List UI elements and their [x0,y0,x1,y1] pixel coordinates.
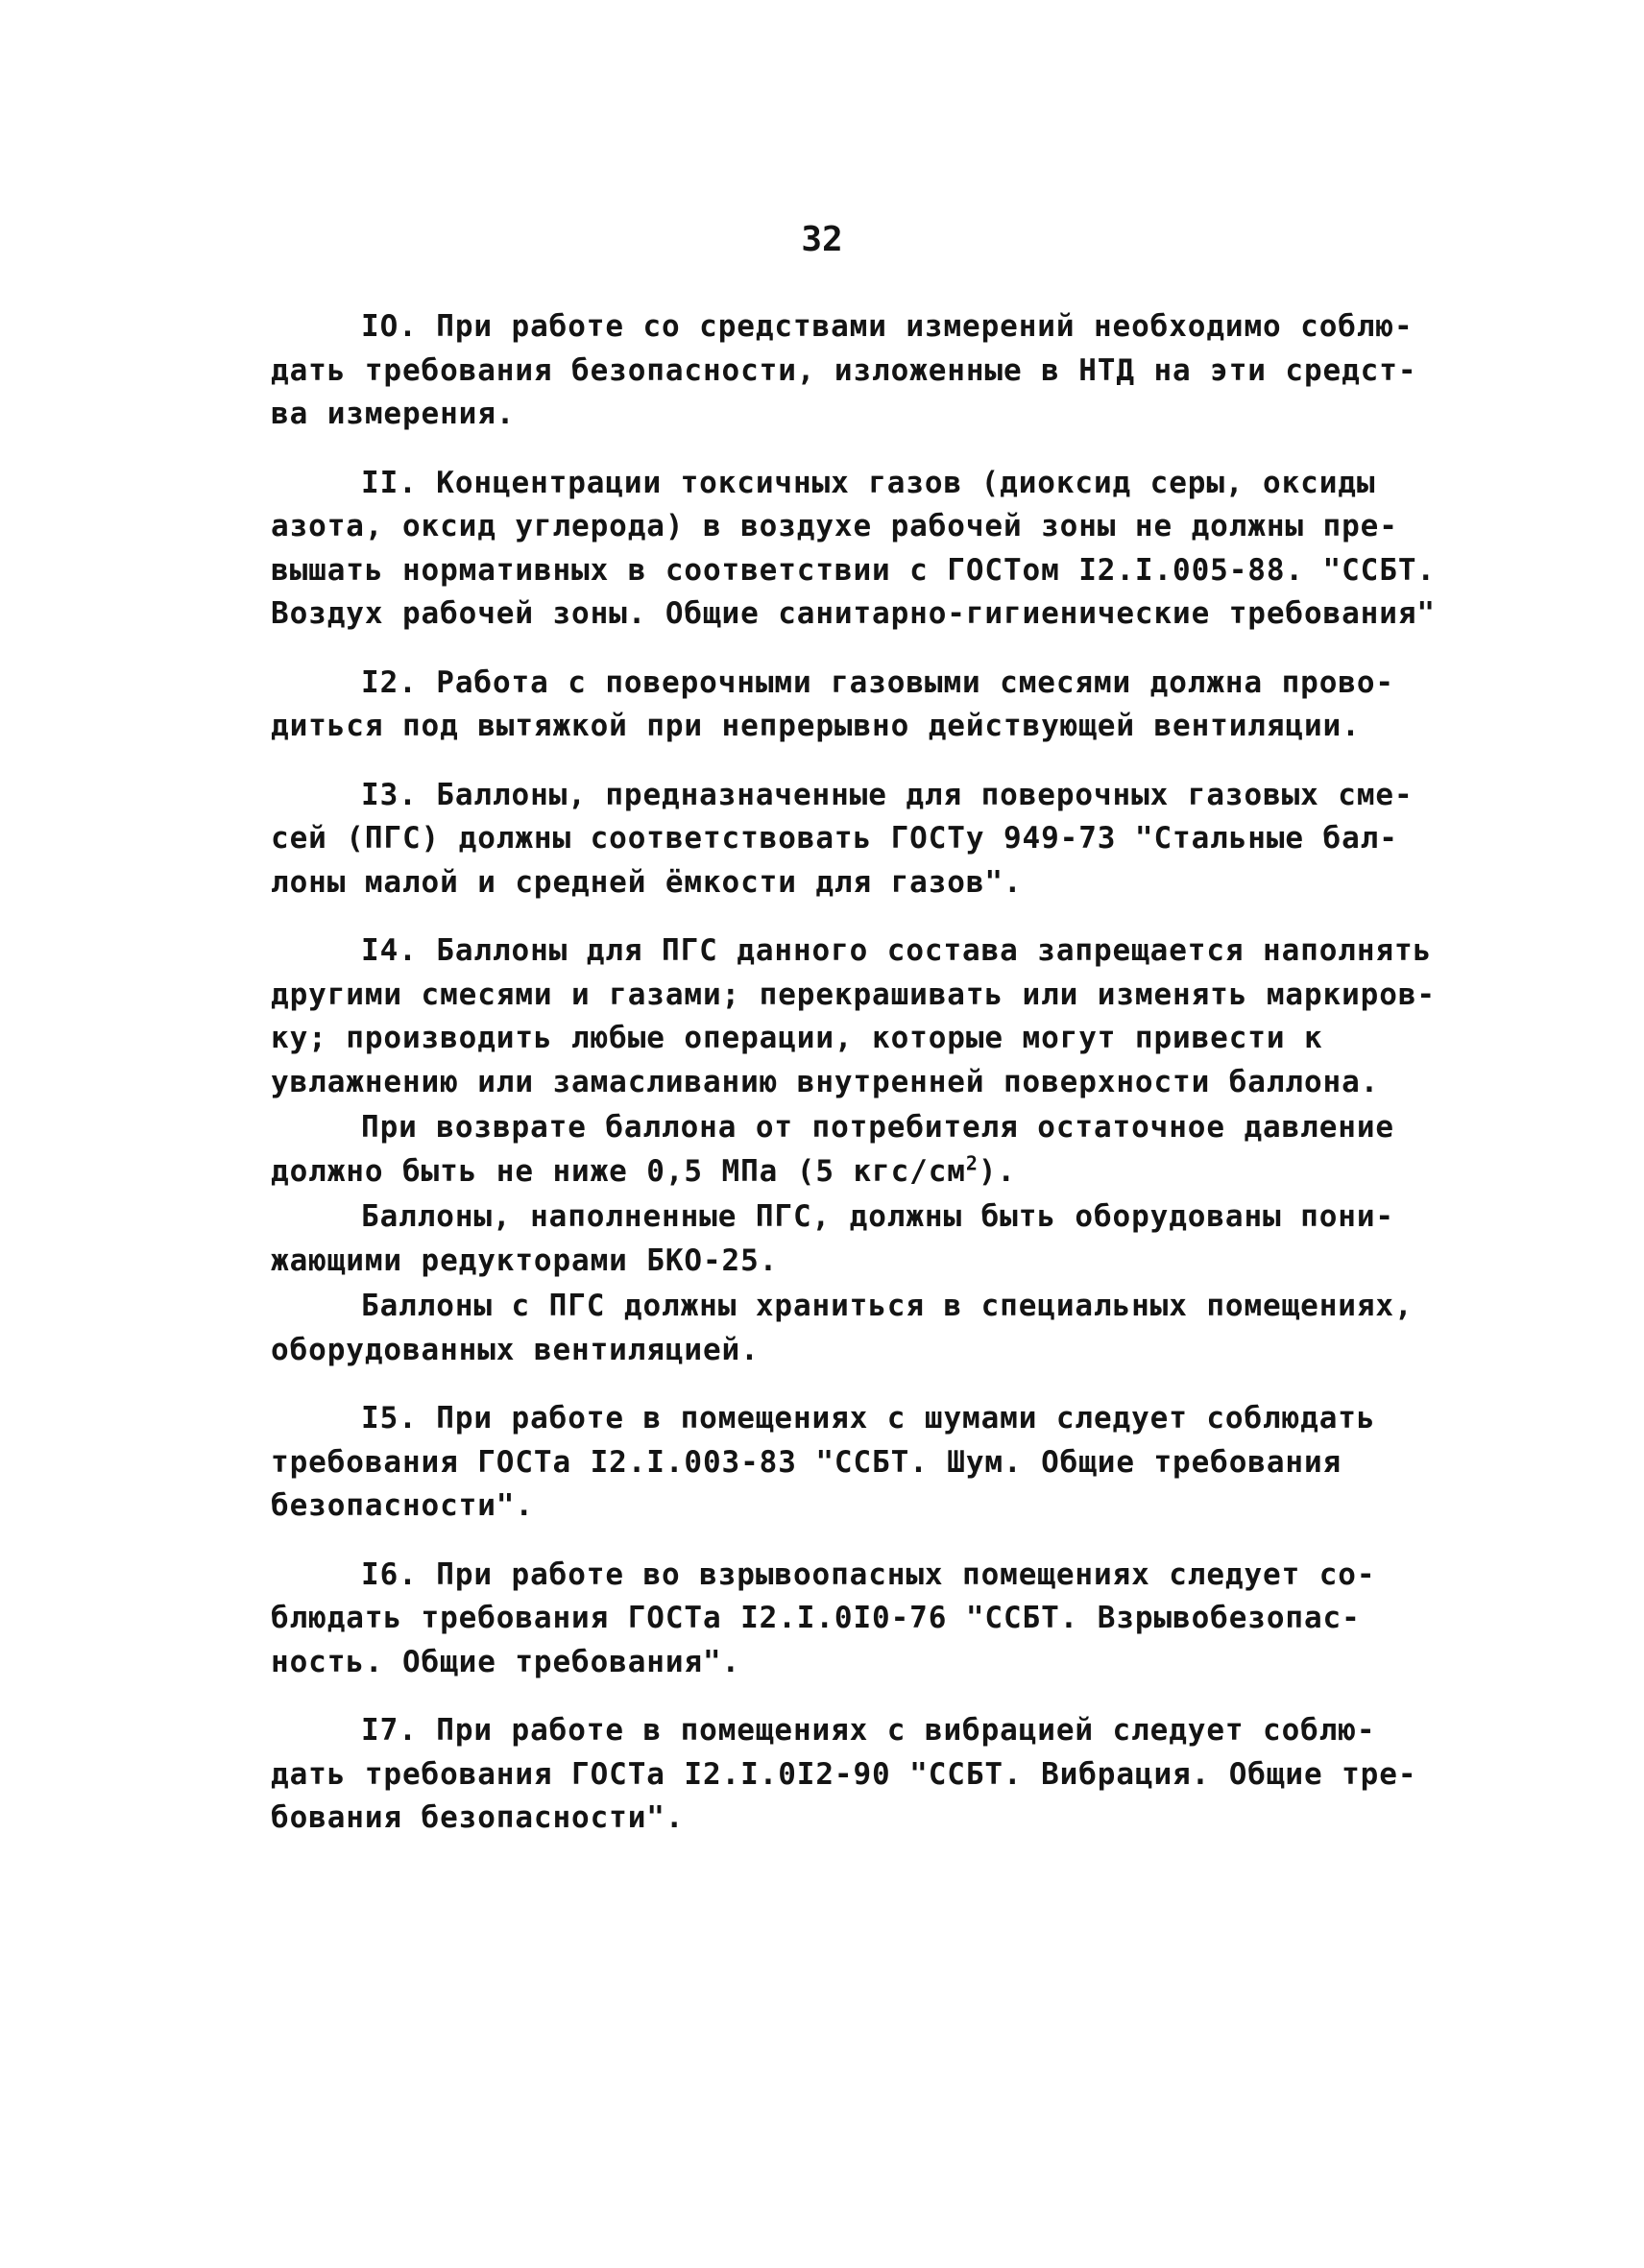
text-line: Баллоны с ПГС должны храниться в специальных помещениях, [361,1289,1414,1323]
paragraph-14-storage [271,1285,1414,1372]
paragraph-17 [271,1709,1417,1841]
text-line: II. Концентрации токсичных газов (диоксид серы, оксиды [361,465,1376,500]
superscript: 2 [965,1151,979,1175]
text-line: Воздух рабочей зоны. Общие санитарно-гигиенические требования" [271,596,1436,631]
text-line [271,1150,1394,1194]
text-line: I5. При работе в помещениях с шумами следует соблюдать [361,1401,1376,1436]
text-line: увлажнению или замасливанию внутренней поверхности баллона. [271,1064,1380,1099]
text-segment: ). [978,1153,1016,1189]
text-line: блюдать требования ГОСТа I2.I.0I0-76 "ССБТ. Взрывобезопас- [271,1601,1361,1635]
text-line: диться под вытяжкой при непрерывно действующей вентиляции. [271,709,1361,743]
text-segment: должно быть не ниже 0,5 МПа (5 кгс/см [271,1153,966,1189]
text-line: безопасности". [271,1488,534,1523]
text-line: ку; производить любые операции, которые могут привести к [271,1021,1323,1055]
text-line: другими смесями и газами; перекрашивать или изменять маркиров- [271,977,1436,1012]
text-line: ва измерения. [271,397,516,431]
text-line: лоны малой и средней ёмкости для газов". [271,864,1023,900]
text-line: I3. Баллоны, предназначенные для поверочных газовых сме- [361,777,1414,812]
text-line: ность. Общие требования". [271,1644,741,1679]
document-body [271,305,1436,1841]
paragraph-14-reducers [271,1195,1394,1283]
text-line: IO. При работе со средствами измерений необходимо соблю- [361,309,1414,344]
paragraph-13 [271,774,1414,905]
text-line: азота, оксид углерода) в воздухе рабочей зоны не должны пре- [271,509,1398,543]
text-line: Баллоны, наполненные ПГС, должны быть оборудованы пони- [361,1199,1394,1234]
text-line: I6. При работе во взрывоопасных помещениях следует со- [361,1556,1376,1592]
paragraph-12 [271,662,1394,749]
text-line: дать требования ГОСТа I2.I.0I2-90 "ССБТ. Вибрация. Общие тре- [271,1756,1417,1792]
text-line: вышать нормативных в соответствии с ГОСТом I2.I.005-88. "ССБТ. [271,552,1436,588]
text-line: I2. Работа с поверочными газовыми смесями должна прово- [361,664,1394,700]
text-line: оборудованных вентиляцией. [271,1332,760,1367]
page-number: 32 [801,220,843,259]
text-line: I4. Баллоны для ПГС данного состава запрещается наполнять [361,933,1433,968]
paragraph-14 [271,929,1436,1104]
text-line: жающими редукторами БКО-25. [271,1243,779,1278]
text-line: сей (ПГС) должны соответствовать ГОСТу 949-73 "Стальные бал- [271,821,1398,856]
paragraph-15 [271,1397,1394,1529]
text-line: При возврате баллона от потребителя остаточное давление [361,1110,1394,1145]
text-line: требования ГОСТа I2.I.003-83 "ССБТ. Шум. Общие требования [271,1444,1342,1480]
paragraph-14-return-pressure [271,1106,1394,1194]
text-line: I7. При работе в помещениях с вибрацией следует соблю- [361,1713,1376,1748]
paragraph-11 [271,462,1436,637]
paragraph-10 [271,305,1417,437]
paragraph-16 [271,1554,1394,1685]
text-line: бования безопасности". [271,1800,685,1835]
text-line: дать требования безопасности, изложенные в НТД на эти средст- [271,352,1417,388]
